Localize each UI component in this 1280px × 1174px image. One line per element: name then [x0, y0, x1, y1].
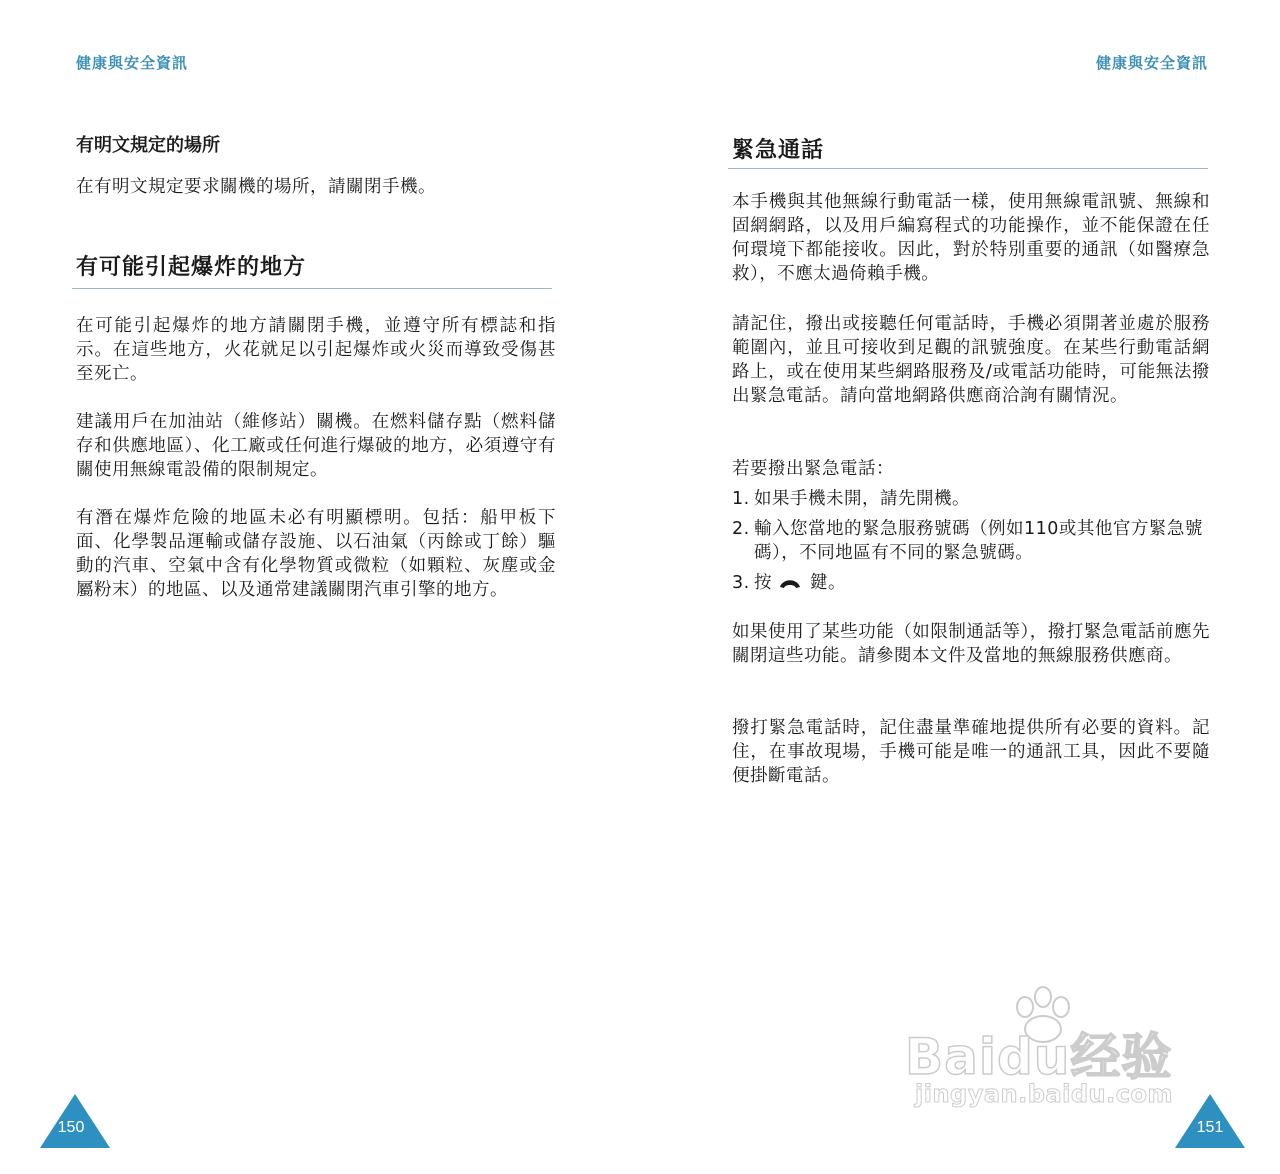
- paragraph: 本手機與其他無線行動電話一樣，使用無線電訊號、無線和固網網路，以及用戶編寫程式的功能操作，並不能保證在任何環境下都能接收。因此，對於特別重要的通訊（如醫療急救），不應太過倚賴手機。: [732, 192, 1210, 284]
- watermark-logo: Baidu经验: [905, 1028, 1173, 1086]
- paragraph: 如果使用了某些功能（如限制通話等），撥打緊急電話前應先關閉這些功能。請參閱本文件及當地的無線服務供應商。: [732, 622, 1210, 666]
- steps-list: [732, 487, 1210, 601]
- paragraph: 有潛在爆炸危險的地區未必有明顯標明。包括：船甲板下面、化學製品運輸或儲存設施、以石油氣（丙餘或丁餘）驅動的汽車、空氣中含有化學物質或微粒（如顆粒、灰塵或金屬粉末）的地區、以及通常建議關閉汽車引擎的地方。: [76, 508, 556, 600]
- steps-intro: 若要撥出緊急電話：: [732, 459, 894, 479]
- step-number: 1.: [732, 489, 750, 509]
- running-header: 健康與安全資訊: [76, 54, 189, 72]
- subhead: 有明文規定的場所: [76, 135, 220, 156]
- step-text-after: 鍵。: [810, 573, 846, 593]
- step-number: 2.: [732, 519, 750, 539]
- baidu-watermark: [905, 985, 1215, 1115]
- list-item: [732, 571, 1210, 595]
- paragraph: 撥打緊急電話時，記住盡量準確地提供所有必要的資料。記住，在事故現場，手機可能是唯一的通訊工具，因此不要隨便掛斷電話。: [732, 718, 1210, 786]
- page-number: 150: [57, 1119, 85, 1136]
- step-text: 如果手機未開，請先開機。: [754, 489, 970, 509]
- watermark-url: jingyan.baidu.com: [915, 1080, 1173, 1108]
- step-text-before: 按: [754, 573, 772, 593]
- page-number: 151: [1196, 1119, 1224, 1136]
- paragraph: 請記住，撥出或接聽任何電話時，手機必須開著並處於服務範圍內，並且可接收到足觀的訊號強度。在某些行動電話網路上，或在使用某些網路服務及/或電話功能時，可能無法撥出緊急電話。請向當地網路供應商洽詢有關情況。: [732, 314, 1210, 406]
- title-rule: [728, 168, 1208, 169]
- section-title: 有可能引起爆炸的地方: [76, 255, 307, 280]
- call-key-icon: [778, 576, 802, 590]
- title-rule: [72, 288, 552, 289]
- running-header: 健康與安全資訊: [1095, 54, 1208, 72]
- paragraph: 在可能引起爆炸的地方請關閉手機，並遵守所有標誌和指示。在這些地方，火花就足以引起爆炸或火災而導致受傷甚至死亡。: [76, 316, 556, 384]
- subhead-paragraph: 在有明文規定要求關機的場所，請關閉手機。: [76, 177, 436, 197]
- step-text: 輸入您當地的緊急服務號碼（例如110或其他官方緊急號碼），不同地區有不同的緊急號碼。: [754, 519, 1203, 563]
- list-item: [732, 517, 1210, 565]
- step-number: 3.: [732, 573, 750, 593]
- list-item: [732, 487, 1210, 511]
- section-title: 緊急通話: [732, 138, 825, 163]
- paragraph: 建議用戶在加油站（維修站）關機。在燃料儲存點（燃料儲存和供應地區）、化工廠或任何進行爆破的地方，必須遵守有關使用無線電設備的限制規定。: [76, 412, 556, 480]
